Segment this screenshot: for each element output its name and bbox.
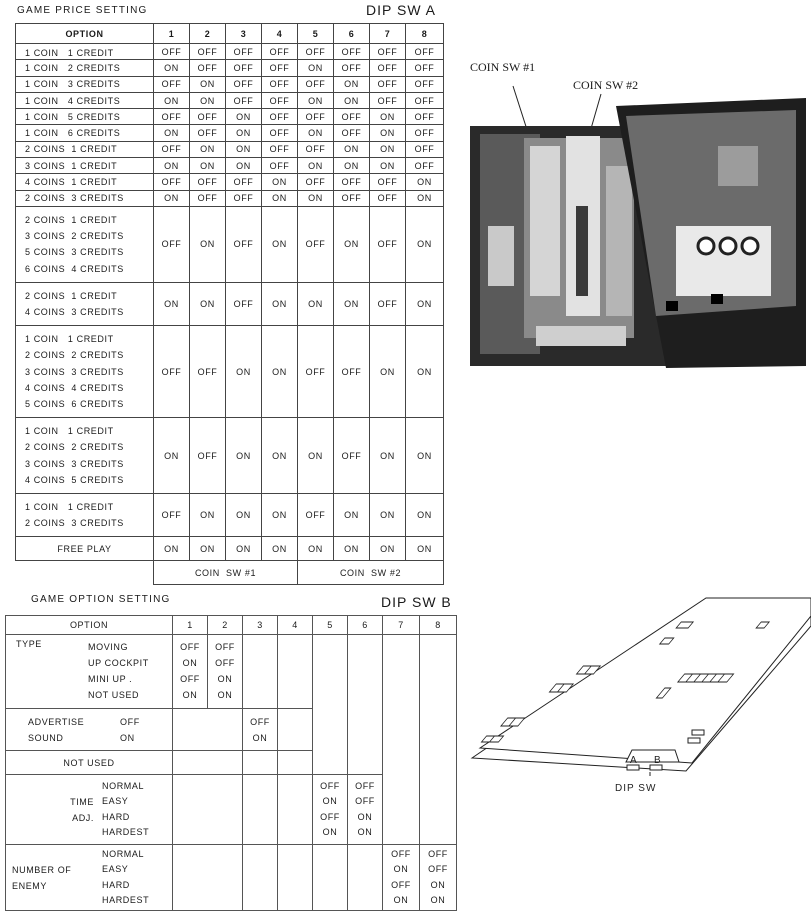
price-option-line: 3 COINS 3 CREDITS [25, 366, 124, 377]
switch-value: ON [190, 537, 226, 561]
time-sw6-v: ON [357, 827, 373, 837]
price-option-line: 1 COIN 1 CREDIT [25, 334, 114, 345]
a-header-8: 8 [406, 24, 444, 44]
switch-value: ON [190, 282, 226, 325]
price-option-line: 3 COINS 2 CREDITS [25, 231, 124, 242]
switch-value: OFF [226, 92, 262, 108]
price-option-label: 2 COINS 3 CREDITS [16, 190, 154, 206]
switch-value: OFF [226, 44, 262, 60]
time-adj-option-cell [6, 775, 173, 845]
type-sw1 [173, 635, 208, 709]
type-sw1-v: ON [182, 690, 198, 700]
switch-value: OFF [190, 326, 226, 418]
empty-cell [420, 751, 457, 775]
switch-value: OFF [262, 109, 298, 125]
type-sw2-v: OFF [215, 658, 235, 668]
empty-cell [243, 635, 278, 709]
enemy-sw7 [383, 845, 420, 911]
switch-value: ON [298, 537, 334, 561]
switch-value: OFF [334, 190, 370, 206]
switch-value: ON [226, 158, 262, 174]
switch-value: ON [226, 109, 262, 125]
switch-value: ON [406, 537, 444, 561]
switch-value: ON [334, 76, 370, 92]
switch-value: ON [406, 418, 444, 494]
enemy-hardest: HARDEST [102, 895, 150, 905]
empty-cell [420, 635, 457, 709]
switch-value: ON [226, 326, 262, 418]
empty-cell [173, 845, 243, 911]
type-label: TYPE [16, 639, 42, 649]
free-play-label: FREE PLAY [16, 537, 154, 561]
switch-value: ON [298, 190, 334, 206]
enemy-sw8-v: ON [430, 895, 446, 905]
pcb-board-diagram [470, 596, 811, 806]
switch-value: ON [298, 282, 334, 325]
switch-value: OFF [298, 326, 334, 418]
switch-value: OFF [190, 109, 226, 125]
a-header-2: 2 [190, 24, 226, 44]
time-hard: HARD [102, 811, 130, 822]
switch-value: ON [262, 326, 298, 418]
empty-cell [278, 845, 313, 911]
switch-value: ON [154, 158, 190, 174]
switch-value: OFF [190, 125, 226, 141]
switch-value: ON [262, 190, 298, 206]
time-label: TIME [70, 796, 94, 807]
price-option-line: 4 COINS 3 CREDITS [25, 306, 124, 317]
switch-value: OFF [370, 282, 406, 325]
switch-value: ON [154, 125, 190, 141]
empty-cell [420, 709, 457, 751]
switch-value: OFF [370, 76, 406, 92]
switch-value: ON [154, 92, 190, 108]
footer-blank [16, 561, 154, 585]
switch-value: OFF [226, 174, 262, 190]
switch-value: OFF [334, 418, 370, 494]
switch-value: OFF [298, 494, 334, 537]
advertise-sw3 [243, 709, 278, 751]
empty-cell [278, 635, 313, 709]
switch-value: ON [334, 537, 370, 561]
switch-value: ON [406, 326, 444, 418]
type-sw2 [208, 635, 243, 709]
a-header-6: 6 [334, 24, 370, 44]
price-option-label: 1 COIN 3 CREDITS [16, 76, 154, 92]
time-easy: EASY [102, 796, 129, 806]
b-header-6: 6 [348, 616, 383, 635]
switch-value: OFF [262, 92, 298, 108]
switch-value: ON [154, 190, 190, 206]
time-sw6-v: OFF [355, 796, 375, 806]
switch-value: OFF [370, 190, 406, 206]
coin-door-photo [466, 76, 811, 371]
switch-value: OFF [334, 44, 370, 60]
switch-value: ON [370, 141, 406, 157]
not-used-label: NOT USED [6, 751, 173, 775]
switch-value: OFF [334, 326, 370, 418]
switch-value: ON [154, 60, 190, 76]
switch-value: OFF [154, 494, 190, 537]
switch-value: OFF [298, 76, 334, 92]
empty-cell [383, 775, 420, 845]
switch-value: OFF [262, 44, 298, 60]
time-sw5-v: ON [322, 796, 338, 806]
price-option-line: 2 COINS 2 CREDITS [25, 350, 124, 361]
empty-cell [420, 775, 457, 845]
price-option-label: 1 COIN 1 CREDIT [16, 44, 154, 60]
switch-value: ON [298, 418, 334, 494]
a-header-4: 4 [262, 24, 298, 44]
switch-value: ON [406, 206, 444, 282]
type-not-used: NOT USED [88, 690, 140, 700]
switch-value: ON [262, 282, 298, 325]
b-header-3: 3 [243, 616, 278, 635]
enemy-option-cell [6, 845, 173, 911]
type-sw2-v: OFF [215, 642, 235, 652]
b-header-4: 4 [278, 616, 313, 635]
type-option-cell [6, 635, 173, 709]
price-option-line: 2 COINS 1 CREDIT [25, 290, 118, 301]
switch-value: OFF [406, 125, 444, 141]
empty-cell [173, 709, 243, 751]
switch-value: ON [298, 60, 334, 76]
board-label-a: A [630, 755, 637, 766]
switch-value: ON [190, 76, 226, 92]
price-option-group [16, 206, 154, 282]
empty-cell [278, 775, 313, 845]
switch-value: ON [262, 537, 298, 561]
switch-value: OFF [298, 109, 334, 125]
switch-value: OFF [406, 44, 444, 60]
switch-value: OFF [262, 141, 298, 157]
switch-value: OFF [226, 190, 262, 206]
switch-value: OFF [406, 158, 444, 174]
empty-cell [313, 709, 348, 751]
price-option-label: 2 COINS 1 CREDIT [16, 141, 154, 157]
switch-value: OFF [190, 418, 226, 494]
type-up-cockpit: UP COCKPIT [88, 658, 149, 668]
price-option-line: 1 COIN 1 CREDIT [25, 502, 114, 513]
switch-value: OFF [406, 76, 444, 92]
switch-value: OFF [262, 76, 298, 92]
advertise-label: ADVERTISE [28, 716, 85, 727]
empty-cell [313, 635, 348, 709]
b-header-option: OPTION [6, 616, 173, 635]
type-sw1-v: OFF [180, 642, 200, 652]
switch-value: OFF [154, 141, 190, 157]
switch-value: OFF [190, 190, 226, 206]
switch-value: ON [262, 418, 298, 494]
enemy-easy: EASY [102, 864, 129, 874]
time-sw5-v: OFF [320, 780, 340, 791]
empty-cell [313, 751, 348, 775]
switch-value: OFF [226, 282, 262, 325]
switch-value: ON [226, 418, 262, 494]
coin-meter-box [676, 226, 771, 296]
adv-sw3-v: OFF [250, 716, 270, 727]
switch-value: OFF [298, 141, 334, 157]
empty-cell [348, 845, 383, 911]
b-header-5: 5 [313, 616, 348, 635]
advertise-option-cell [6, 709, 173, 751]
switch-value: ON [406, 174, 444, 190]
price-option-line: 5 COINS 3 CREDITS [25, 247, 124, 258]
switch-value: ON [262, 174, 298, 190]
enemy-sw7-v: ON [393, 864, 409, 874]
price-option-label: 1 COIN 5 CREDITS [16, 109, 154, 125]
switch-value: OFF [154, 326, 190, 418]
switch-value: OFF [226, 206, 262, 282]
dip-sw-a-label: DIP SW A [366, 2, 436, 18]
switch-value: ON [154, 537, 190, 561]
empty-cell [348, 709, 383, 751]
enemy-label: ENEMY [12, 880, 48, 891]
price-setting-table [15, 23, 444, 585]
b-header-7: 7 [383, 616, 420, 635]
price-option-line: 3 COINS 3 CREDITS [25, 458, 124, 469]
switch-value: ON [298, 158, 334, 174]
switch-value: OFF [370, 60, 406, 76]
price-option-line: 4 COINS 5 CREDITS [25, 474, 124, 485]
switch-value: OFF [334, 174, 370, 190]
empty-cell [313, 845, 348, 911]
enemy-sw7-v: OFF [391, 879, 411, 890]
price-option-label: 1 COIN 6 CREDITS [16, 125, 154, 141]
adv-sw3-v: ON [252, 732, 268, 743]
switch-value: OFF [226, 60, 262, 76]
a-header-3: 3 [226, 24, 262, 44]
type-moving: MOVING [88, 642, 129, 652]
time-sw6 [348, 775, 383, 845]
empty-cell [383, 709, 420, 751]
empty-cell [243, 845, 278, 911]
price-option-group [16, 494, 154, 537]
switch-value: OFF [406, 141, 444, 157]
switch-value: ON [370, 158, 406, 174]
switch-value: ON [334, 206, 370, 282]
price-option-group [16, 418, 154, 494]
switch-value: OFF [406, 92, 444, 108]
switch-value: ON [334, 158, 370, 174]
price-option-group [16, 326, 154, 418]
switch-value: OFF [370, 174, 406, 190]
b-header-8: 8 [420, 616, 457, 635]
empty-cell [348, 635, 383, 709]
switch-value: ON [334, 92, 370, 108]
switch-value: ON [190, 158, 226, 174]
switch-value: ON [262, 206, 298, 282]
switch-value: OFF [298, 206, 334, 282]
switch-value: OFF [406, 109, 444, 125]
advertise-on: ON [120, 732, 135, 743]
time-hardest: HARDEST [102, 827, 150, 837]
game-option-setting-title: GAME OPTION SETTING [31, 594, 171, 605]
board-label-b: B [654, 755, 661, 766]
switch-value: ON [406, 282, 444, 325]
switch-value: ON [406, 494, 444, 537]
enemy-sw8-v: OFF [428, 848, 448, 859]
switch-value: ON [190, 494, 226, 537]
price-option-line: 2 COINS 2 CREDITS [25, 442, 124, 453]
game-price-setting-title: GAME PRICE SETTING [17, 5, 148, 16]
switch-value: OFF [190, 174, 226, 190]
price-option-line: 1 COIN 1 CREDIT [25, 426, 114, 437]
sound-label: SOUND [28, 732, 64, 743]
empty-cell [383, 635, 420, 709]
switch-value: ON [334, 282, 370, 325]
option-setting-table [5, 615, 457, 911]
price-option-line: 6 COINS 4 CREDITS [25, 263, 124, 274]
switch-value: ON [334, 141, 370, 157]
switch-value: OFF [370, 44, 406, 60]
switch-value: ON [370, 109, 406, 125]
b-header-2: 2 [208, 616, 243, 635]
type-sw1-v: ON [182, 658, 198, 668]
empty-cell [243, 751, 278, 775]
a-header-option: OPTION [16, 24, 154, 44]
a-header-1: 1 [154, 24, 190, 44]
switch-value: ON [370, 537, 406, 561]
adj-label: ADJ. [72, 812, 94, 823]
switch-value: ON [190, 141, 226, 157]
dip-sw-caption: DIP SW [615, 783, 657, 794]
empty-cell [243, 775, 278, 845]
enemy-sw8-v: ON [430, 879, 446, 890]
a-header-5: 5 [298, 24, 334, 44]
switch-value: ON [370, 326, 406, 418]
b-header-1: 1 [173, 616, 208, 635]
switch-value: OFF [334, 60, 370, 76]
switch-value: OFF [262, 158, 298, 174]
price-option-label: 1 COIN 2 CREDITS [16, 60, 154, 76]
time-sw5 [313, 775, 348, 845]
switch-value: ON [370, 418, 406, 494]
price-option-label: 1 COIN 4 CREDITS [16, 92, 154, 108]
price-option-line: 2 COINS 3 CREDITS [25, 518, 124, 529]
enemy-hard: HARD [102, 879, 130, 890]
switch-value: OFF [298, 174, 334, 190]
switch-value: ON [190, 92, 226, 108]
switch-value: ON [226, 125, 262, 141]
switch-value: OFF [154, 76, 190, 92]
empty-cell [173, 775, 243, 845]
type-mini-up: MINI UP . [88, 674, 133, 684]
switch-value: OFF [154, 206, 190, 282]
type-sw2-v: ON [217, 690, 233, 700]
empty-cell [348, 751, 383, 775]
switch-value: OFF [154, 109, 190, 125]
switch-value: OFF [226, 76, 262, 92]
switch-value: OFF [334, 125, 370, 141]
switch-value: ON [370, 494, 406, 537]
empty-cell [383, 751, 420, 775]
enemy-sw7-v: ON [393, 895, 409, 905]
price-option-line: 2 COINS 1 CREDIT [25, 214, 118, 225]
time-sw6-v: ON [357, 811, 373, 822]
switch-value: OFF [262, 60, 298, 76]
coin-sw1-group-label: COIN SW #1 [154, 561, 298, 585]
switch-value: OFF [154, 174, 190, 190]
coin-sw1-label: COIN SW #1 [470, 60, 536, 74]
enemy-sw8 [420, 845, 457, 911]
switch-value: OFF [154, 44, 190, 60]
price-option-label: 3 COINS 1 CREDIT [16, 158, 154, 174]
switch-value: OFF [190, 60, 226, 76]
advertise-off: OFF [120, 716, 140, 727]
price-option-line: 5 COINS 6 CREDITS [25, 399, 124, 409]
price-option-line: 4 COINS 4 CREDITS [25, 382, 124, 393]
coin-sw2-group-label: COIN SW #2 [298, 561, 444, 585]
switch-value: OFF [370, 92, 406, 108]
switch-value: ON [154, 282, 190, 325]
enemy-sw7-v: OFF [391, 848, 411, 859]
switch-value: ON [334, 494, 370, 537]
switch-value: ON [154, 418, 190, 494]
empty-cell [278, 751, 313, 775]
switch-value: OFF [370, 206, 406, 282]
switch-value: ON [226, 537, 262, 561]
price-option-label: 4 COINS 1 CREDIT [16, 174, 154, 190]
empty-cell [278, 709, 313, 751]
switch-value: OFF [406, 60, 444, 76]
switch-value: OFF [298, 44, 334, 60]
time-normal: NORMAL [102, 780, 145, 791]
type-sw1-v: OFF [180, 674, 200, 684]
time-sw6-v: OFF [355, 780, 375, 791]
switch-value: OFF [334, 109, 370, 125]
enemy-normal: NORMAL [102, 848, 145, 859]
switch-value: ON [262, 494, 298, 537]
switch-value: OFF [190, 44, 226, 60]
time-sw5-v: OFF [320, 811, 340, 822]
dip-sw-b-label: DIP SW B [381, 594, 452, 610]
price-option-group [16, 282, 154, 325]
switch-value: ON [406, 190, 444, 206]
enemy-sw8-v: OFF [428, 864, 448, 874]
type-sw2-v: ON [217, 674, 233, 684]
empty-cell [173, 751, 243, 775]
switch-value: ON [226, 141, 262, 157]
connector [688, 738, 700, 743]
a-header-7: 7 [370, 24, 406, 44]
time-sw5-v: ON [322, 827, 338, 837]
switch-value: ON [190, 206, 226, 282]
switch-value: ON [370, 125, 406, 141]
connector [692, 730, 704, 735]
coin-sw2-label: COIN SW #2 [573, 78, 639, 92]
switch-value: OFF [262, 125, 298, 141]
switch-value: ON [298, 92, 334, 108]
number-of-label: NUMBER OF [12, 864, 72, 875]
switch-value: ON [226, 494, 262, 537]
switch-value: ON [298, 125, 334, 141]
